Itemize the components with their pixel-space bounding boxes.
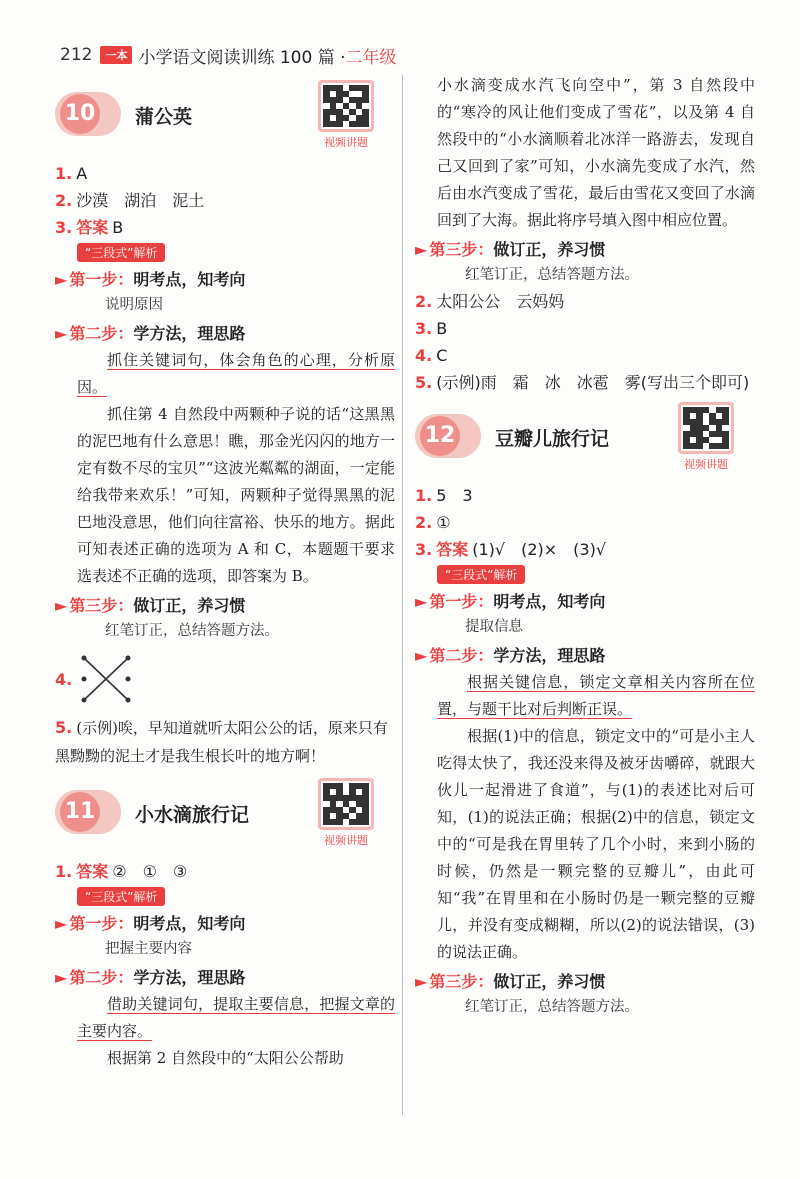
answer-item: 5. (示例)唉，早知道就听太阳公公的话，原来只有黑黝黝的泥土才是我生根长叶的地方啊！ <box>55 718 388 765</box>
answer-item: 4. C <box>415 346 448 365</box>
section-title: 豆瓣儿旅行记 <box>495 428 610 450</box>
column-divider <box>402 75 403 1115</box>
answer-item: 3. 答案 (1)√ (2)× (3)√ <box>415 540 607 559</box>
answer-item: 3. B <box>415 319 448 338</box>
step-3: ► 第三步：做订正，养习惯 <box>55 596 246 615</box>
answer-item-matching: 4. <box>55 650 395 708</box>
step-3: ► 第三步：做订正，养习惯 <box>415 240 606 259</box>
step-2: ► 第二步：学方法，理思路 <box>415 646 606 665</box>
step-2-method: 借助关键词句，提取主要信息，把握文章的主要内容。 <box>77 995 395 1040</box>
video-qr-code[interactable] <box>317 80 375 150</box>
section-12-header <box>415 402 755 471</box>
step-1-detail: 把握主要内容 <box>105 941 192 957</box>
answer-item: 2. ① <box>415 513 451 532</box>
step-1: ► 第一步：明考点，知考向 <box>415 592 606 611</box>
page-header <box>60 40 397 70</box>
left-column <box>55 80 395 1072</box>
answer-item: 2. 太阳公公 云妈妈 <box>415 292 565 311</box>
qr-code-icon <box>678 402 734 454</box>
section-number-badge: 11 <box>55 790 121 834</box>
answer-item: 3. 答案 B <box>55 218 124 237</box>
section-number-badge: 10 <box>55 92 121 136</box>
step-1-detail: 提取信息 <box>465 619 523 635</box>
step-2-detail: 抓住第 4 自然段中两颗种子说的话“这黑黑的泥巴地有什么意思！瞧，那金光闪闪的地方一定有数不尽的宝贝”“这波光粼粼的湖面，一定能给我带来欢乐！”可知，两颗种子觉得黑黑的泥巴地没意思，他们向往富裕、快乐的地方。据此可知表述正确的选项为 A 和 C，本题题干要求选表述不正确的选项，即答案为 B。 <box>77 405 395 585</box>
analysis-tag: “三段式”解析 <box>77 887 165 906</box>
step-2-method: 抓住关键词句，体会角色的心理，分析原因。 <box>77 351 395 396</box>
section-title: 蒲公英 <box>135 106 193 128</box>
answer-item: 1. A <box>55 164 88 183</box>
brand-logo: 一本 <box>100 46 132 64</box>
matching-lines-diagram <box>76 650 136 708</box>
answer-item: 1. 答案 ② ① ③ <box>55 862 188 881</box>
page-number: 212 <box>60 45 93 65</box>
video-caption: 视频讲题 <box>684 458 728 471</box>
analysis-tag: “三段式”解析 <box>437 565 525 584</box>
video-qr-code[interactable] <box>677 402 735 472</box>
video-caption: 视频讲题 <box>324 834 368 847</box>
analysis-tag: “三段式”解析 <box>77 243 165 262</box>
step-1: ► 第一步：明考点，知考向 <box>55 270 246 289</box>
step-2-detail-continued: 小水滴变成水汽飞向空中”，第 3 自然段中的“寒冷的风让他们变成了雪花”，以及第 4 自然段中的“小水滴顺着北冰洋一路游去，发现自己又回到了家”可知，小水滴先变成了水汽，然后由水汽变成了雪花，最后由雪花又变回了水滴回到了大海。据此将序号填入图中相应位置。 <box>437 76 755 229</box>
step-2: ► 第二步：学方法，理思路 <box>55 324 246 343</box>
step-1: ► 第一步：明考点，知考向 <box>55 914 246 933</box>
step-2: ► 第二步：学方法，理思路 <box>55 968 246 987</box>
step-2-detail: 根据第 2 自然段中的“太阳公公帮助 <box>107 1049 344 1067</box>
section-number-badge: 12 <box>415 414 481 458</box>
grade-label: 二年级 <box>345 47 397 68</box>
qr-code-icon <box>318 778 374 830</box>
section-title: 小水滴旅行记 <box>135 804 250 826</box>
step-3-detail: 红笔订正，总结答题方法。 <box>105 623 279 639</box>
right-column <box>415 72 755 1020</box>
book-title: 小学语文阅读训练 100 篇 · <box>138 47 346 68</box>
step-2-method: 根据关键信息，锁定文章相关内容所在位置，与题干比对后判断正误。 <box>437 673 755 718</box>
step-3-detail: 红笔订正，总结答题方法。 <box>465 267 639 283</box>
video-caption: 视频讲题 <box>324 136 368 149</box>
answer-item: 2. 沙漠 湖泊 泥土 <box>55 191 205 210</box>
video-qr-code[interactable] <box>317 778 375 848</box>
section-11-header <box>55 778 395 847</box>
answer-item: 5. (示例)雨 霜 冰 冰雹 雾(写出三个即可) <box>415 373 750 392</box>
section-10-header <box>55 80 395 149</box>
step-3: ► 第三步：做订正，养习惯 <box>415 972 606 991</box>
step-2-detail: 根据(1)中的信息，锁定文中的“可是小主人吃得太快了，我还没来得及被牙齿嚼碎，就跟大伙儿一起滑进了食道”，与(1)的表述比对后可知，(1)的说法正确；根据(2)中的信息，锁定文中的“可是我在胃里转了几个小时，来到小肠的时候，仍然是一颗完整的豆瓣儿”，由此可知“我”在胃里和在小肠时仍是一颗完整的豆瓣儿，并没有变成糊糊，所以(2)的说法错误，(3)的说法正确。 <box>437 727 755 961</box>
qr-code-icon <box>318 80 374 132</box>
step-1-detail: 说明原因 <box>105 297 163 313</box>
step-3-detail: 红笔订正，总结答题方法。 <box>465 999 639 1015</box>
answer-item: 1. 5 3 <box>415 486 473 505</box>
